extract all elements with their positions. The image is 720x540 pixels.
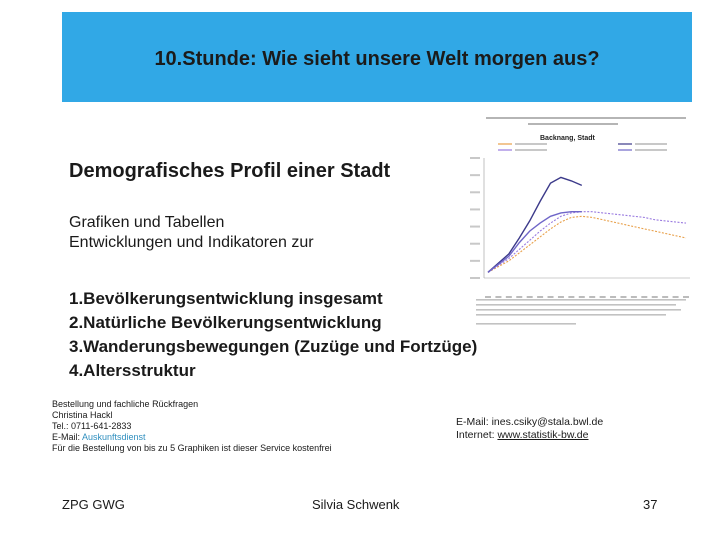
statistik-link[interactable]: www.statistik-bw.de [497,429,589,441]
footer-author: Silvia Schwenk [312,497,400,512]
y-tick-label-5 [470,226,480,228]
y-tick-label-1 [470,157,480,159]
chart-header-print-1 [486,117,686,119]
contact-email-row [52,432,332,443]
y-tick-label-3 [470,191,480,193]
x-tick-label-1 [485,296,491,298]
x-tick-label-15 [631,296,637,298]
x-tick-label-14 [620,296,626,298]
chart-footnote-3 [476,309,681,311]
topic-item-3: 3.Wanderungsbewegungen (Zuzüge und Fortzüge) [69,337,478,356]
y-tick-label-2 [470,174,480,176]
auskunftsdienst-link[interactable]: Auskunftsdienst [82,432,146,442]
x-tick-label-5 [527,296,533,298]
y-tick-label-8 [470,277,480,279]
series-line-4 [488,212,582,273]
x-tick-label-9 [568,296,574,298]
chart-header-print-2 [528,123,618,125]
y-tick-label-7 [470,260,480,262]
y-tick-label-6 [470,243,480,245]
title-bar [62,12,692,102]
y-tick-label-4 [470,208,480,210]
topic-item-4: 4.Altersstruktur [69,361,196,380]
x-tick-label-17 [652,296,658,298]
chart-footnote-1 [476,299,686,301]
contact-info-right [456,416,603,442]
chart-svg [468,113,696,331]
slide-title: 10.Stunde: Wie sieht unsere Welt morgen aus? [154,48,600,70]
x-tick-label-12 [600,296,606,298]
legend-text-3 [635,143,667,145]
x-tick-label-13 [610,296,616,298]
series-line-2 [488,212,686,273]
footer-left: ZPG GWG [62,497,125,512]
chart-footnote-4 [476,314,666,316]
series-line-3 [488,177,582,272]
topic-item-2: 2.Natürliche Bevölkerungsentwicklung [69,313,382,332]
topic-item-1: 1.Bevölkerungsentwicklung insgesamt [69,289,383,308]
x-tick-label-20 [683,296,689,298]
x-tick-label-2 [495,296,501,298]
slide-subtitle: Demografisches Profil einer Stadt [69,160,391,182]
legend-text-4 [635,149,667,151]
x-tick-label-11 [589,296,595,298]
contact-name: Christina Hackl [52,410,113,420]
legend-text-2 [515,149,547,151]
x-tick-label-19 [673,296,679,298]
internet-label: Internet: [456,429,498,441]
contact-right-email: E-Mail: ines.csiky@stala.bwl.de [456,416,604,428]
description-line-2: Entwicklungen und Indikatoren zur [69,234,314,251]
x-tick-label-7 [548,296,554,298]
x-tick-label-16 [641,296,647,298]
contact-email-label: E-Mail: [52,432,83,442]
x-tick-label-3 [506,296,512,298]
population-chart [468,113,696,331]
contact-info-left [52,399,332,454]
x-tick-label-18 [662,296,668,298]
x-tick-label-10 [579,296,585,298]
contact-tel: Tel.: 0711-641-2833 [52,421,132,431]
x-tick-label-4 [516,296,522,298]
page-number: 37 [643,497,658,512]
contact-order-note: Für die Bestellung von bis zu 5 Graphiken ist dieser Service kostenfrei [52,443,332,453]
description-line-1: Grafiken und Tabellen [69,214,225,231]
chart-place-label: Backnang, Stadt [540,135,595,142]
x-tick-label-8 [558,296,564,298]
contact-right-internet [456,429,603,442]
chart-footnote-5 [476,323,576,325]
description [69,213,314,253]
legend-text-1 [515,143,547,145]
topic-list [69,287,477,383]
chart-footnote-2 [476,304,676,306]
contact-heading: Bestellung und fachliche Rückfragen [52,399,199,409]
x-tick-label-6 [537,296,543,298]
